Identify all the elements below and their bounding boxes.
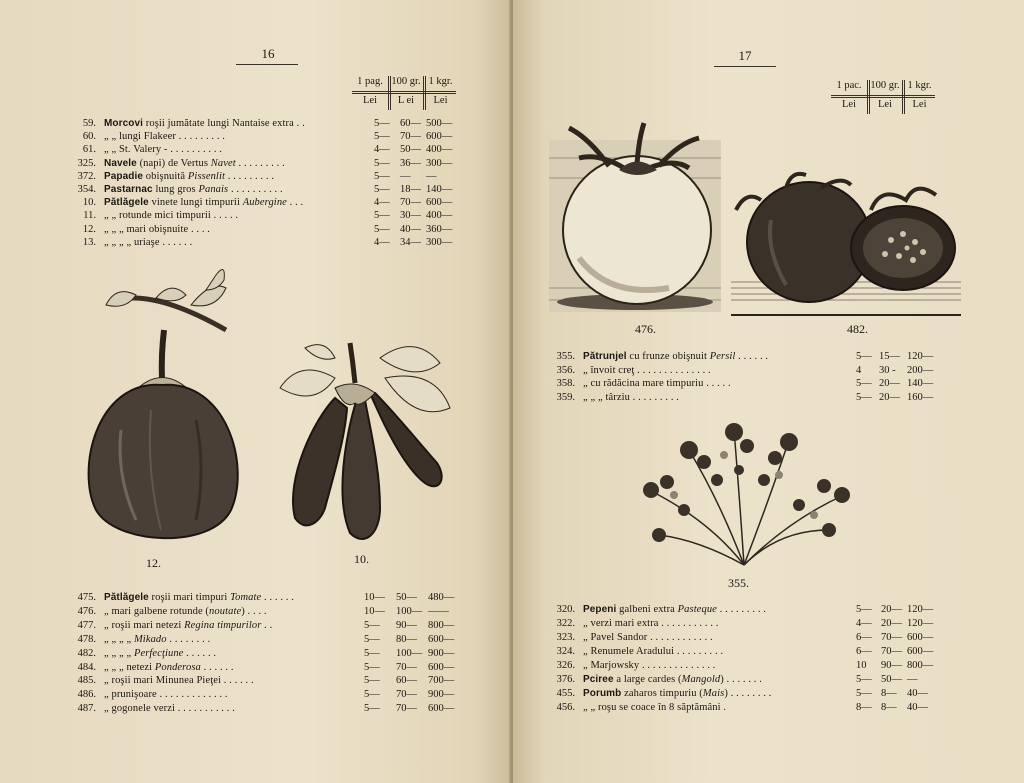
price-kg: —: [907, 674, 918, 685]
figure-caption: 482.: [847, 322, 868, 336]
page-right: [513, 0, 1024, 783]
item-description: [104, 674, 379, 687]
item-latin-name: Mais: [702, 688, 725, 699]
price-row: [551, 659, 951, 672]
header-lei: Lei: [842, 99, 856, 110]
price-kg: 300—: [426, 236, 453, 248]
price-100g: 60—: [396, 675, 417, 687]
item-number: 476.: [77, 605, 96, 617]
price-row: [72, 223, 472, 236]
item-text: „ verzi mari extra . . . . . . . . . . .: [583, 618, 719, 629]
price-100g: 60—: [400, 118, 421, 129]
price-row: [72, 183, 472, 196]
item-latin-name: Pissenlit: [187, 170, 225, 182]
price-pack: 5—: [856, 604, 872, 615]
item-text: galbeni extra: [616, 604, 678, 615]
price-pack: 10—: [364, 592, 385, 603]
price-row: [72, 605, 472, 618]
price-kg: 360—: [426, 223, 453, 235]
price-pack: 5—: [364, 661, 380, 673]
price-kg: 40—: [907, 702, 928, 713]
item-description: [583, 617, 861, 630]
price-100g: 30—: [400, 210, 421, 222]
price-100g: 100—: [396, 605, 423, 617]
price-row: [551, 617, 951, 630]
price-pack: 4—: [374, 144, 390, 156]
header-kg: 1 kgr.: [907, 80, 932, 91]
item-text: „ „ „ „ uriaşe . . . . . .: [104, 236, 193, 248]
price-row: [72, 130, 472, 143]
yellow-tomato-illustration: [549, 118, 721, 314]
page-number: 17: [738, 48, 752, 63]
item-number: 477.: [77, 619, 96, 631]
header-lei: Lei: [912, 99, 927, 110]
price-pack: 5—: [856, 688, 872, 699]
price-100g: 80—: [396, 633, 417, 645]
item-latin-name: Ponderosa: [154, 661, 201, 673]
price-100g: 70—: [881, 646, 902, 657]
item-text: „ Pavel Sandor . . . . . . . . . . . .: [583, 632, 713, 643]
item-text: „ „ „ mari obişnuite . . . .: [104, 223, 211, 235]
item-description: [104, 183, 376, 196]
item-text: „ „ „ netezi: [104, 661, 155, 673]
price-kg: 480—: [428, 592, 455, 603]
item-text: „ gogonele verzi . . . . . . . . . . .: [104, 703, 235, 715]
item-latin-name: Mikado: [133, 633, 167, 645]
price-pack: 4—: [374, 197, 390, 209]
header-divider: [388, 76, 389, 110]
price-100g: 30 -: [879, 364, 896, 376]
item-description: [104, 591, 379, 604]
price-row: [551, 377, 951, 390]
price-100g: 70—: [881, 632, 902, 643]
price-pack: 5—: [364, 689, 380, 701]
price-row: [72, 170, 472, 183]
header-divider: [423, 76, 424, 110]
price-100g: 70—: [400, 131, 421, 143]
price-100g: 20—: [879, 378, 900, 389]
item-text: „ roşii mari netezi: [104, 619, 185, 631]
item-number: 325.: [77, 157, 96, 169]
item-latin-name: Mangold: [681, 674, 721, 685]
price-kg: 600—: [426, 131, 453, 143]
header-pack: 1 pag.: [357, 76, 383, 87]
price-100g: 70—: [396, 661, 417, 673]
item-number: 358.: [556, 378, 575, 389]
item-leader: ) . . . . . . .: [720, 674, 762, 685]
page-number-rule: [714, 66, 776, 67]
parsley-illustration: [629, 420, 859, 570]
item-text: „ prunişoare . . . . . . . . . . . . .: [104, 689, 228, 701]
item-description: [583, 603, 861, 616]
price-row: [72, 633, 472, 646]
item-number: 356.: [556, 364, 575, 376]
header-divider: [869, 80, 870, 114]
item-name: Porumb: [583, 688, 622, 699]
item-text: „ „ „ „: [104, 633, 134, 645]
price-pack: 5—: [374, 210, 390, 222]
item-latin-name: Panais: [198, 184, 229, 195]
price-pack: 5—: [374, 131, 390, 143]
price-row: [551, 391, 951, 404]
price-100g: 8—: [881, 702, 897, 713]
item-name: Navele: [104, 157, 137, 169]
header-divider: [904, 80, 905, 114]
price-100g: 36—: [400, 157, 421, 169]
item-name: Pătlăgele: [104, 592, 149, 603]
price-row: [72, 117, 472, 130]
price-row: [72, 688, 472, 701]
price-kg: 600—: [428, 703, 455, 715]
item-leader: . . . . . .: [735, 351, 769, 362]
price-row: [72, 647, 472, 660]
price-pack: 4—: [856, 618, 872, 629]
item-text: „ „ St. Valery - . . . . . . . . . .: [104, 144, 223, 156]
item-number: 320.: [556, 604, 575, 615]
item-description: [104, 157, 376, 170]
item-description: [104, 619, 379, 632]
long-eggplant-illustration: [275, 338, 455, 548]
price-row: [551, 631, 951, 644]
price-100g: 34—: [400, 236, 421, 248]
item-number: 376.: [556, 674, 575, 685]
price-pack: 5—: [856, 674, 872, 685]
price-100g: 50—: [881, 674, 902, 685]
price-100g: 40—: [400, 223, 421, 235]
item-text: „ „ „ târziu . . . . . . . . .: [583, 391, 680, 403]
item-number: 326.: [556, 660, 575, 671]
header-rule: [831, 95, 935, 96]
item-name: Pătlăgele: [104, 197, 149, 209]
item-text: roşii jumătate lungi Nantaise extra . .: [143, 118, 305, 129]
page-number-rule: [236, 64, 298, 65]
item-number: 359.: [556, 391, 575, 403]
red-tomato-illustration: [731, 170, 961, 320]
item-leader: . . . . . . . . . .: [228, 184, 283, 195]
item-description: [104, 702, 379, 715]
item-text: zaharos timpuriu (: [621, 688, 703, 699]
item-latin-name: Regina timpurilor: [184, 619, 262, 631]
price-kg: —: [426, 170, 437, 182]
price-pack: 5—: [364, 633, 380, 645]
item-description: [583, 350, 861, 363]
header-lei: Lei: [878, 99, 892, 110]
item-description: [104, 130, 376, 143]
item-leader: . . . . . .: [261, 592, 294, 603]
price-kg: 500—: [426, 118, 453, 129]
item-number: 484.: [77, 661, 96, 673]
item-leader: ) . . . .: [241, 605, 267, 617]
item-leader: . .: [261, 619, 273, 631]
price-pack: 5—: [364, 647, 380, 659]
price-pack: 5—: [856, 378, 872, 389]
price-pack: 4: [856, 364, 862, 376]
item-name: Papadie: [104, 170, 144, 182]
header-kg: 1 kgr.: [428, 76, 453, 87]
price-pack: 4—: [374, 236, 390, 248]
item-name: Pepeni: [583, 604, 617, 615]
price-row: [72, 157, 472, 170]
item-description: [583, 391, 861, 404]
item-number: 486.: [77, 689, 96, 701]
price-kg: 800—: [428, 619, 455, 631]
price-pack: 6—: [856, 646, 872, 657]
price-pack: 5—: [856, 351, 872, 362]
header-100g: 100 gr.: [870, 80, 900, 91]
header-divider: [902, 80, 903, 114]
price-kg: 400—: [426, 144, 453, 156]
item-name: Morcovi: [104, 118, 144, 129]
item-text: vinete lungi timpurii: [148, 197, 243, 209]
item-number: 323.: [556, 632, 575, 643]
price-row: [551, 701, 951, 714]
item-latin-name: Perfecţiune: [133, 647, 184, 659]
price-kg: 700—: [428, 675, 455, 687]
item-description: [104, 688, 379, 701]
item-number: 482.: [77, 647, 96, 659]
price-100g: 70—: [400, 197, 421, 209]
item-description: [583, 673, 861, 686]
price-pack: 8—: [856, 702, 872, 713]
header-rule: [831, 97, 935, 98]
item-text: cu frunze obişnuit: [626, 351, 710, 362]
item-text: „ „ „ „: [104, 647, 134, 659]
item-name: Pastarnac: [104, 184, 153, 195]
price-kg: 900—: [428, 647, 455, 659]
price-pack: 5—: [364, 675, 380, 687]
item-number: 60.: [82, 131, 96, 143]
price-row: [72, 661, 472, 674]
item-description: [583, 364, 861, 377]
price-pack: 5—: [374, 170, 390, 182]
item-text: „ mari galbene rotunde (: [104, 605, 210, 617]
page-number: 16: [261, 46, 275, 61]
price-100g: 50—: [396, 592, 417, 603]
price-100g: 20—: [879, 391, 900, 403]
price-kg: 400—: [426, 210, 453, 222]
item-description: [104, 170, 376, 183]
price-100g: 50—: [400, 144, 421, 156]
header-divider: [390, 76, 391, 110]
item-latin-name: Aubergine: [242, 197, 287, 209]
price-100g: 18—: [400, 184, 421, 195]
price-kg: 140—: [907, 378, 934, 389]
price-row: [551, 350, 951, 363]
price-kg: 300—: [426, 157, 453, 169]
item-number: 13.: [82, 236, 96, 248]
price-row: [72, 591, 472, 604]
price-kg: 200—: [907, 364, 934, 376]
price-100g: 8—: [881, 688, 897, 699]
header-pack: 1 pac.: [836, 80, 862, 91]
item-description: [104, 196, 376, 209]
price-row: [72, 674, 472, 687]
figure-caption: 10.: [354, 552, 369, 566]
price-row: [551, 603, 951, 616]
item-number: 456.: [556, 702, 575, 713]
item-name: Pătrunjel: [583, 351, 627, 362]
price-pack: 5—: [374, 184, 390, 195]
item-number: 10.: [82, 197, 96, 209]
price-100g: 20—: [881, 618, 902, 629]
item-description: [583, 659, 861, 672]
item-description: [104, 647, 379, 660]
item-number: 355.: [556, 351, 575, 362]
item-number: 354.: [77, 184, 96, 195]
price-pack: 5—: [374, 157, 390, 169]
item-text: „ Renumele Aradului . . . . . . . . .: [583, 646, 724, 657]
item-text: „ „ lungi Flakeer . . . . . . . . .: [104, 131, 226, 143]
header-100g: 100 gr.: [391, 76, 421, 87]
item-description: [104, 143, 376, 156]
price-kg: 800—: [907, 660, 934, 671]
item-number: 322.: [556, 618, 575, 629]
price-row: [551, 687, 951, 700]
item-text: a large cardes (: [613, 674, 682, 685]
price-kg: 600—: [428, 661, 455, 673]
item-description: [104, 236, 376, 249]
item-description: [583, 377, 861, 390]
item-text: roşii mari timpuri: [148, 592, 231, 603]
price-pack: 5—: [364, 703, 380, 715]
item-leader: . . . . . . . . .: [716, 604, 767, 615]
item-description: [104, 605, 379, 618]
header-lei: Lei: [433, 95, 448, 106]
item-text: „ învoit creţ . . . . . . . . . . . . . .: [583, 364, 711, 376]
price-pack: 5—: [374, 223, 390, 235]
item-number: 324.: [556, 646, 575, 657]
price-pack: 10—: [364, 605, 385, 617]
item-number: 475.: [77, 592, 96, 603]
price-kg: 600—: [907, 646, 934, 657]
item-latin-name: Tomate: [230, 592, 262, 603]
item-text: obişnuită: [143, 170, 188, 182]
price-row: [551, 645, 951, 658]
price-kg: 600—: [907, 632, 934, 643]
price-pack: 5—: [374, 118, 390, 129]
round-eggplant-illustration: [76, 260, 256, 550]
item-text: „ roşii mari Minunea Pieţei . . . . . .: [104, 675, 254, 687]
item-text: „ „ roşu se coace în 8 săptămâni .: [583, 702, 727, 713]
item-description: [104, 209, 376, 222]
price-kg: 900—: [428, 689, 455, 701]
price-pack: 5—: [364, 619, 380, 631]
price-100g: 70—: [396, 703, 417, 715]
price-row: [72, 196, 472, 209]
price-row: [72, 236, 472, 249]
header-lei: Lei: [363, 95, 377, 106]
item-text: „ Marjowsky . . . . . . . . . . . . . .: [583, 660, 716, 671]
item-leader: . . . . . . . . .: [235, 157, 285, 169]
price-kg: 120—: [907, 618, 934, 629]
price-row: [551, 364, 951, 377]
item-leader: . . . . . . . . .: [225, 170, 275, 182]
header-lei: L ei: [397, 95, 415, 106]
figure-caption: 12.: [146, 556, 161, 570]
item-latin-name: Navet: [210, 157, 236, 169]
price-100g: 15—: [879, 351, 900, 362]
item-description: [104, 661, 379, 674]
price-column-header: [352, 76, 456, 112]
header-rule: [352, 91, 456, 92]
price-100g: 100—: [396, 647, 423, 659]
price-kg: 120—: [907, 604, 934, 615]
item-number: 61.: [82, 144, 96, 156]
item-latin-name: noutate: [209, 605, 242, 617]
item-number: 485.: [77, 675, 96, 687]
price-100g: 90—: [396, 619, 417, 631]
price-kg: 160—: [907, 391, 934, 403]
price-row: [72, 143, 472, 156]
price-row: [72, 619, 472, 632]
price-column-header: [831, 80, 935, 116]
price-pack: 6—: [856, 632, 872, 643]
price-kg: 140—: [426, 184, 453, 195]
page-left: [0, 0, 511, 783]
item-leader: . . . . . . . .: [166, 633, 211, 645]
price-pack: 5—: [856, 391, 872, 403]
price-row: [551, 673, 951, 686]
item-description: [104, 633, 379, 646]
price-kg: 600—: [426, 197, 453, 209]
item-number: 487.: [77, 703, 96, 715]
item-description: [583, 701, 861, 714]
item-number: 11.: [83, 210, 96, 222]
item-text: lung gros: [152, 184, 199, 195]
header-divider: [867, 80, 868, 114]
header-divider: [425, 76, 426, 110]
item-leader: . . . . . .: [200, 661, 234, 673]
item-number: 12.: [82, 223, 96, 235]
item-leader: ) . . . . . . . .: [724, 688, 772, 699]
price-kg: 600—: [428, 633, 455, 645]
price-kg: 120—: [907, 351, 934, 362]
price-pack: 10: [856, 660, 867, 671]
item-number: 372.: [77, 170, 96, 182]
price-kg: 40—: [907, 688, 928, 699]
item-description: [104, 117, 376, 130]
item-leader: . . .: [286, 197, 304, 209]
item-number: 455.: [556, 688, 575, 699]
item-number: 478.: [77, 633, 96, 645]
item-leader: . . . . . .: [183, 647, 217, 659]
price-kg: ——: [428, 605, 449, 617]
price-100g: 90—: [881, 660, 902, 671]
item-description: [583, 645, 861, 658]
header-rule: [352, 93, 456, 94]
item-text: (napi) de Vertus: [136, 157, 211, 169]
item-description: [583, 631, 861, 644]
price-row: [72, 209, 472, 222]
price-100g: —: [400, 170, 411, 182]
price-100g: 20—: [881, 604, 902, 615]
price-row: [72, 702, 472, 715]
item-text: „ „ rotunde mici timpurii . . . . .: [104, 210, 239, 222]
item-description: [583, 687, 861, 700]
item-latin-name: Persil: [709, 351, 736, 362]
price-100g: 70—: [396, 689, 417, 701]
figure-caption: 355.: [728, 576, 749, 590]
item-latin-name: Pasteque: [677, 604, 717, 615]
item-name: Pciree: [583, 674, 614, 685]
item-description: [104, 223, 376, 236]
figure-caption: 476.: [635, 322, 656, 336]
item-number: 59.: [82, 118, 96, 129]
item-text: „ cu rădăcina mare timpuriu . . . . .: [583, 378, 731, 389]
